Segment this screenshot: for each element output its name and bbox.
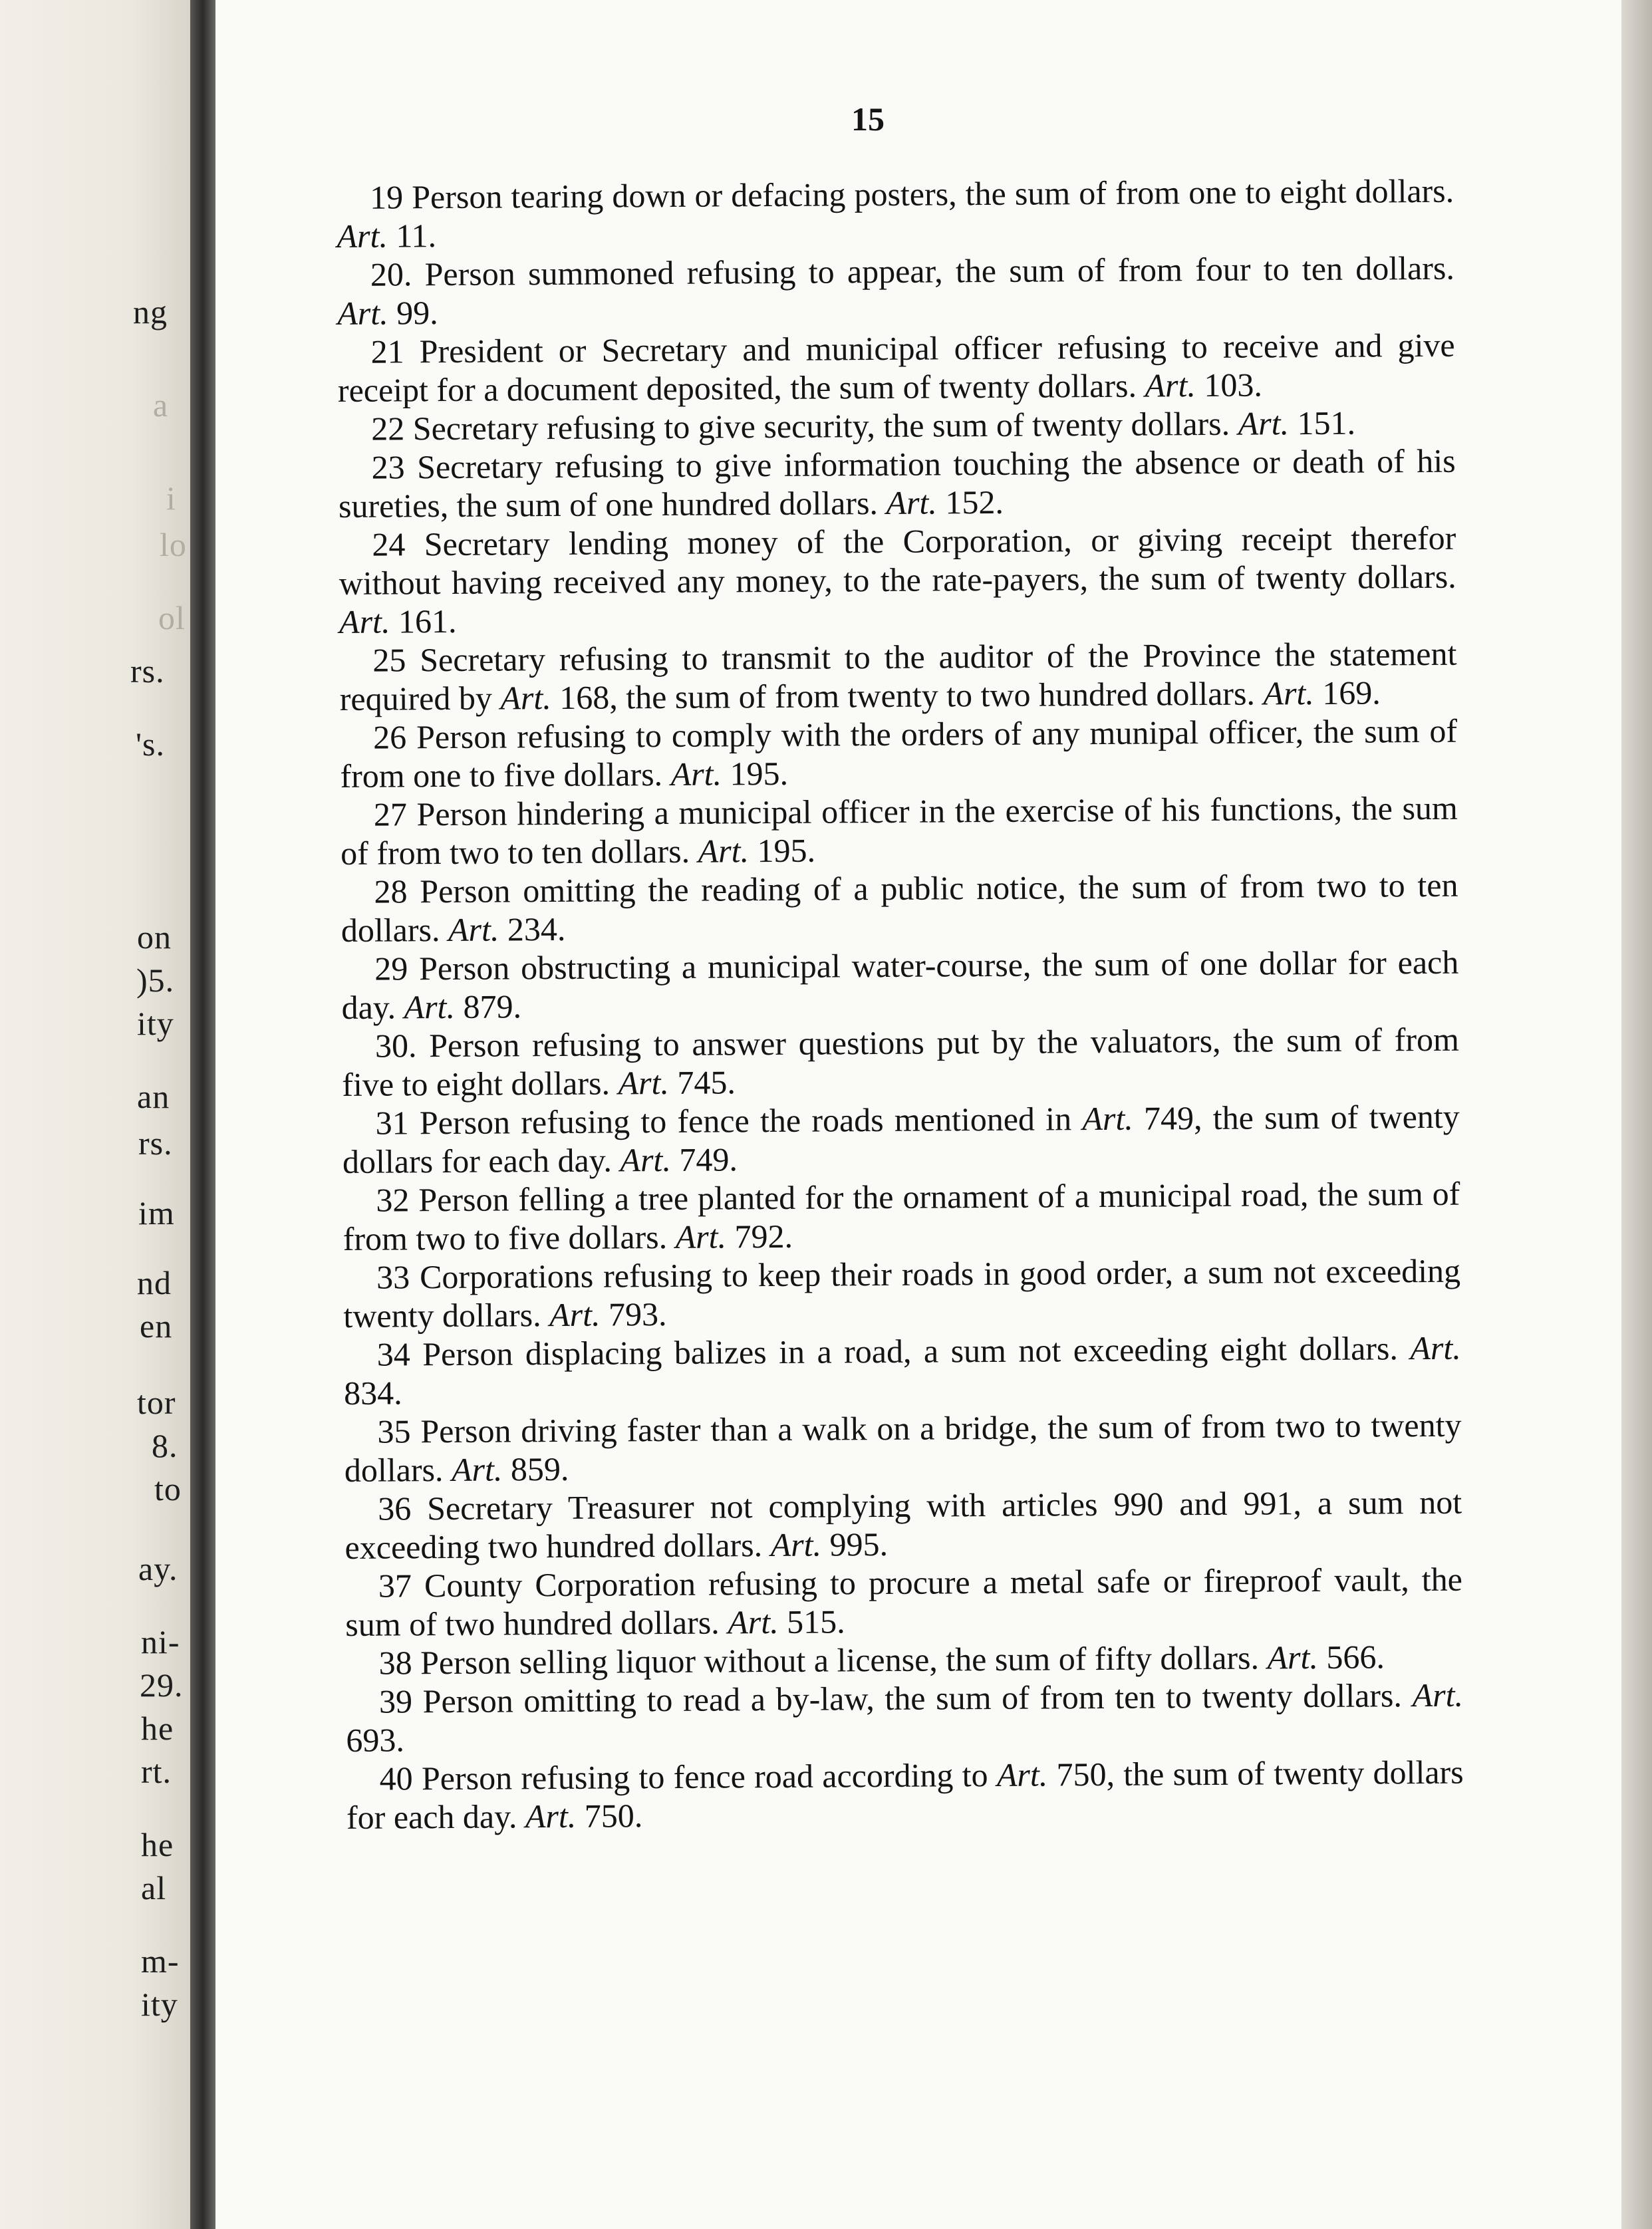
article-reference: 566. bbox=[1326, 1638, 1385, 1676]
entry-text: Person obstructing a municipal water-course, the sum of one dollar for each day. bbox=[341, 943, 1459, 1026]
article-reference: 859. bbox=[510, 1450, 569, 1488]
entry-text: Person displacing balizes in a road, a sum not exceeding eight dollars. bbox=[422, 1329, 1399, 1373]
entry-number: 29 bbox=[374, 950, 408, 987]
entry-text: Person omitting the reading of a public notice, the sum of from two to ten dollars. bbox=[341, 866, 1458, 949]
article-label: Art. bbox=[339, 602, 390, 640]
entry-text: Secretary refusing to give information touching the absence or death of his sureties, the sum of one hundred dollars. bbox=[338, 442, 1456, 525]
article-label: Art. bbox=[770, 1525, 822, 1564]
article-label: Art. bbox=[337, 217, 388, 255]
article-label: Art. bbox=[451, 1450, 503, 1488]
article-reference: 750. bbox=[584, 1797, 643, 1835]
facing-page-text-fragment: 29. bbox=[140, 1666, 184, 1704]
article-label: Art. bbox=[886, 483, 938, 521]
entry-text: Person tearing down or defacing posters, the sum of from one to eight dollars. bbox=[412, 172, 1454, 216]
entry-number: 22 bbox=[371, 410, 405, 448]
facing-page-text-fragment: m- bbox=[141, 1942, 180, 1980]
facing-page-text-fragment: nd bbox=[137, 1264, 172, 1301]
entry-number: 32 bbox=[376, 1181, 410, 1219]
article-label: Art. bbox=[1412, 1676, 1464, 1714]
penalty-entry bbox=[341, 866, 1458, 950]
article-reference: 151. bbox=[1297, 404, 1356, 442]
inline-article-label: Art. bbox=[500, 679, 551, 717]
facing-page-text-fragment: ay. bbox=[138, 1550, 178, 1587]
penalty-entry bbox=[344, 1329, 1462, 1412]
facing-page-text-fragment: en bbox=[140, 1307, 173, 1345]
facing-page-text-fragment: lo bbox=[160, 526, 187, 563]
entry-text: Person driving faster than a walk on a bridge, the sum of from two to twenty dollars. bbox=[344, 1406, 1462, 1489]
entry-number: 39 bbox=[378, 1682, 413, 1720]
facing-page-text-fragment: an bbox=[137, 1078, 170, 1115]
facing-page-text-fragment: a bbox=[153, 386, 169, 424]
article-reference: 792. bbox=[734, 1217, 793, 1255]
inline-article-label: Art. bbox=[1082, 1099, 1133, 1138]
penalty-entry bbox=[337, 326, 1455, 410]
entry-number: 28 bbox=[374, 872, 408, 910]
penalty-entry bbox=[346, 1676, 1464, 1760]
article-label: Art. bbox=[1145, 366, 1196, 404]
penalty-entry bbox=[343, 1174, 1460, 1258]
entry-text: Person refusing to fence the roads mentioned in Art. 749, the sum of twenty dollars for each day. bbox=[342, 1097, 1460, 1180]
entry-number: 20. bbox=[370, 255, 412, 293]
facing-page-text-fragment: rs. bbox=[130, 652, 165, 690]
facing-page-text-fragment: on bbox=[137, 918, 172, 956]
inline-article-label: Art. bbox=[996, 1756, 1048, 1793]
facing-page-text-fragment: )5. bbox=[136, 962, 175, 999]
article-label: Art. bbox=[698, 832, 750, 870]
facing-page-text-fragment: i bbox=[166, 479, 176, 517]
entry-number: 31 bbox=[375, 1104, 409, 1142]
entry-number: 26 bbox=[372, 718, 407, 756]
facing-page-text-fragment: rt. bbox=[141, 1753, 172, 1790]
penalty-entry bbox=[343, 1097, 1460, 1181]
article-reference: 161. bbox=[398, 602, 457, 640]
entry-number: 35 bbox=[377, 1412, 411, 1450]
entry-number: 19 bbox=[370, 178, 404, 216]
entry-text: Person refusing to answer questions put by the valuators, the sum of from five to eight dollars. bbox=[342, 1020, 1460, 1103]
article-reference: 195. bbox=[730, 754, 789, 793]
entry-text: Person refusing to fence road according to Art. 750, the sum of twenty dollars for each day. bbox=[346, 1753, 1464, 1836]
penalty-entry bbox=[345, 1637, 1462, 1682]
entry-number: 23 bbox=[371, 448, 405, 486]
article-label: Art. bbox=[525, 1797, 577, 1835]
article-label: Art. bbox=[728, 1603, 779, 1641]
article-label: Art. bbox=[1238, 404, 1290, 442]
article-reference: 834. bbox=[343, 1374, 402, 1412]
entry-number: 21 bbox=[370, 332, 404, 370]
article-label: Art. bbox=[448, 910, 499, 948]
penalty-entry bbox=[339, 519, 1456, 641]
facing-page-text-fragment: al bbox=[141, 1869, 167, 1906]
entry-text: Secretary refusing to give security, the sum of twenty dollars. bbox=[412, 404, 1230, 448]
penalty-list bbox=[337, 172, 1464, 1837]
facing-page-text-fragment: to bbox=[154, 1470, 182, 1508]
penalty-entry bbox=[337, 249, 1455, 332]
facing-page-text-fragment: ng bbox=[133, 293, 168, 330]
article-reference: 515. bbox=[786, 1603, 845, 1640]
entry-text: Person refusing to comply with the orders of any munipal officer, the sum of from one to five dollars. bbox=[340, 712, 1458, 795]
article-reference: 195. bbox=[757, 831, 816, 870]
article-reference: 879. bbox=[463, 987, 522, 1025]
article-reference: 103. bbox=[1204, 366, 1263, 404]
entry-number: 40 bbox=[379, 1760, 413, 1797]
article-reference: 793. bbox=[608, 1295, 667, 1333]
article-label: Art. bbox=[675, 1218, 727, 1255]
article-label: Art. bbox=[620, 1140, 672, 1179]
article-reference: 99. bbox=[396, 294, 438, 332]
facing-page-text-fragment: ol bbox=[158, 599, 186, 636]
penalty-entry bbox=[344, 1406, 1462, 1490]
entry-text: Person summoned refusing to appear, the sum of from four to ten dollars. bbox=[424, 249, 1455, 293]
facing-page-text-fragment: 's. bbox=[136, 725, 165, 763]
entry-text: Person hindering a municipal officer in the exercise of his functions, the sum of from two to ten dollars. bbox=[341, 789, 1458, 872]
penalty-entry bbox=[345, 1560, 1463, 1644]
penalty-entry bbox=[338, 442, 1456, 525]
entry-text: President or Secretary and municipal officer refusing to receive and give receipt for a document deposited, the sum of twenty dollars. bbox=[337, 326, 1455, 409]
article-label: Art. bbox=[618, 1063, 670, 1102]
page-edge-shadow bbox=[1621, 0, 1652, 2229]
entry-text: Corporations refusing to keep their roads in good order, a sum not exceeding twenty dollars. bbox=[343, 1251, 1461, 1335]
facing-page-text-fragment: he bbox=[141, 1826, 174, 1863]
article-label: Art. bbox=[670, 755, 722, 793]
penalty-entry bbox=[343, 1251, 1461, 1335]
entry-number: 34 bbox=[376, 1335, 410, 1373]
article-reference: 234. bbox=[507, 910, 566, 948]
penalty-entry bbox=[344, 1483, 1462, 1567]
facing-page-text-fragment: ity bbox=[141, 1986, 178, 2023]
entry-text: Secretary Treasurer not complying with articles 990 and 991, a sum not exceeding two hundred dollars. bbox=[344, 1483, 1462, 1566]
facing-page-text-fragment: rs. bbox=[138, 1124, 173, 1162]
entry-text: Secretary refusing to transmit to the auditor of the Province the statement required by Art. 168, the sum of from twenty to two hundred dollars. bbox=[339, 634, 1457, 718]
entry-number: 36 bbox=[378, 1490, 412, 1527]
article-reference: 995. bbox=[829, 1525, 889, 1563]
article-reference: 749. bbox=[679, 1140, 738, 1178]
article-label: Art. bbox=[1410, 1329, 1461, 1367]
penalty-entry bbox=[340, 712, 1458, 795]
entry-text: County Corporation refusing to procure a metal safe or fireproof vault, the sum of two hundred dollars. bbox=[345, 1560, 1463, 1643]
facing-page-text-fragment: 8. bbox=[152, 1427, 178, 1464]
penalty-entry bbox=[341, 789, 1458, 872]
article-label: Art. bbox=[404, 987, 456, 1026]
entry-number: 38 bbox=[378, 1644, 412, 1682]
article-reference: 169. bbox=[1322, 674, 1381, 712]
facing-page-text-fragment: he bbox=[141, 1710, 174, 1747]
entry-text: Secretary lending money of the Corporation, or giving receipt therefor without having received any money, to the rate-payers, the sum of twenty dollars. bbox=[339, 519, 1456, 602]
article-label: Art. bbox=[549, 1295, 601, 1334]
facing-page-edge bbox=[0, 0, 190, 2229]
entry-number: 25 bbox=[372, 641, 406, 679]
entry-number: 37 bbox=[378, 1567, 412, 1605]
penalty-entry bbox=[339, 634, 1457, 718]
entry-text: Person omitting to read a by-law, the sum of from ten to twenty dollars. bbox=[422, 1676, 1403, 1720]
article-reference: 693. bbox=[346, 1721, 405, 1759]
article-label: Art. bbox=[1263, 674, 1315, 712]
penalty-entry bbox=[341, 943, 1459, 1027]
penalty-entry bbox=[346, 1753, 1464, 1837]
penalty-entry bbox=[338, 403, 1455, 448]
article-label: Art. bbox=[337, 294, 388, 332]
entry-number: 27 bbox=[373, 795, 408, 833]
entry-number: 33 bbox=[376, 1258, 410, 1296]
facing-page-text-fragment: ni- bbox=[141, 1623, 180, 1660]
penalty-entry bbox=[342, 1020, 1460, 1104]
article-reference: 11. bbox=[396, 217, 437, 255]
article-reference: 152. bbox=[945, 483, 1004, 521]
entry-text: Person selling liquor without a license, the sum of fifty dollars. bbox=[420, 1639, 1260, 1682]
article-label: Art. bbox=[1267, 1639, 1319, 1676]
page-number: 15 bbox=[851, 100, 885, 138]
penalty-entry bbox=[337, 172, 1454, 255]
facing-page-text-fragment: im bbox=[138, 1194, 175, 1232]
entry-text: Person felling a tree planted for the ornament of a municipal road, the sum of from two to five dollars. bbox=[343, 1174, 1460, 1257]
book-gutter bbox=[190, 0, 215, 2229]
facing-page-text-fragment: tor bbox=[137, 1384, 176, 1421]
article-reference: 745. bbox=[677, 1063, 736, 1101]
entry-number: 30. bbox=[374, 1027, 417, 1065]
entry-number: 24 bbox=[372, 525, 406, 563]
facing-page-text-fragment: ity bbox=[137, 1005, 174, 1042]
